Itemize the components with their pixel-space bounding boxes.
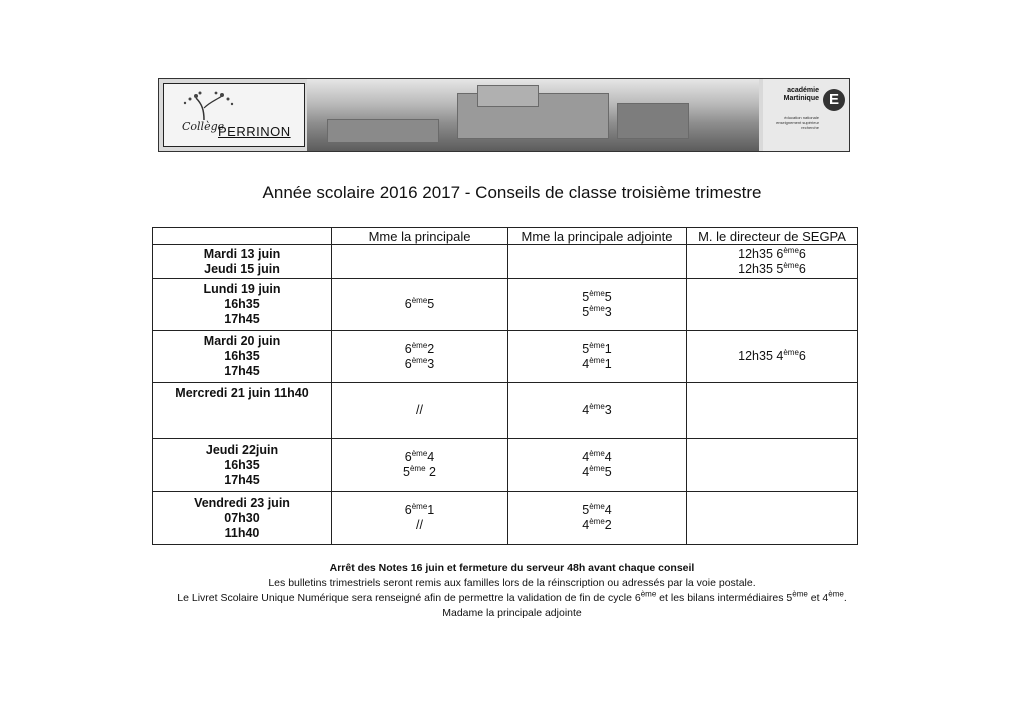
- table-row: [153, 245, 858, 279]
- header-principale: Mme la principale: [332, 228, 508, 245]
- row-date: Mardi 13 juin Jeudi 15 juin: [153, 245, 332, 279]
- table-row: [153, 492, 858, 545]
- footer-notes: [0, 561, 1024, 621]
- segpa-cell: [687, 383, 858, 439]
- class-entry: 6ème3: [404, 355, 435, 371]
- table-row: [153, 383, 858, 439]
- class-entry: 4ème5: [582, 463, 612, 479]
- adjointe-cell: [508, 331, 687, 383]
- principale-cell: [332, 439, 508, 492]
- segpa-cell: [687, 331, 858, 383]
- academy-subtitle: éducation nationale enseignement supérieur recherche: [776, 115, 819, 130]
- header-adjointe: Mme la principale adjointe: [508, 228, 687, 245]
- row-date: Mercredi 21 juin 11h40: [153, 383, 332, 439]
- logo-perrinon-text: PERRINON: [218, 124, 291, 139]
- class-entry: //: [416, 403, 423, 417]
- college-logo: [163, 83, 305, 147]
- principale-cell: [332, 279, 508, 331]
- class-entry: 5ème3: [582, 303, 612, 319]
- segpa-cell: [687, 279, 858, 331]
- tree-logo-icon: [176, 90, 236, 120]
- row-date: Vendredi 23 juin 07h30 11h40: [153, 492, 332, 545]
- academy-name: académie Martinique: [783, 87, 819, 102]
- adjointe-cell: [508, 439, 687, 492]
- adjointe-cell: [508, 492, 687, 545]
- marianne-icon: E: [823, 89, 845, 111]
- row-date: Jeudi 22juin 16h35 17h45: [153, 439, 332, 492]
- school-photo: [307, 79, 759, 151]
- class-entry: 5ème 2: [403, 463, 436, 479]
- class-entry: //: [416, 518, 423, 532]
- footer-signature: Madame la principale adjointe: [442, 607, 582, 619]
- adjointe-cell: [508, 245, 687, 279]
- header-banner: [158, 78, 850, 152]
- class-entry: 12h35 6ème6: [738, 245, 806, 261]
- class-entry: 6ème1: [404, 501, 435, 517]
- class-entry: 6ème4: [404, 448, 435, 464]
- table-row: [153, 439, 858, 492]
- table-row: [153, 331, 858, 383]
- row-date: Lundi 19 juin 16h35 17h45: [153, 279, 332, 331]
- academy-logo: [763, 79, 849, 151]
- principale-cell: [332, 245, 508, 279]
- page-title: Année scolaire 2016 2017 - Conseils de classe troisième trimestre: [262, 183, 762, 202]
- table-row: [153, 279, 858, 331]
- adjointe-cell: [508, 279, 687, 331]
- adjointe-cell: [508, 383, 687, 439]
- class-entry: 5ème1: [582, 340, 612, 356]
- row-date: Mardi 20 juin 16h35 17h45: [153, 331, 332, 383]
- class-entry: 5ème4: [582, 501, 612, 517]
- class-entry: 12h35 4ème6: [738, 347, 806, 363]
- table-header-row: [153, 228, 858, 245]
- principale-cell: [332, 331, 508, 383]
- class-entry: 4ème1: [582, 355, 612, 371]
- class-entry: 6ème2: [404, 340, 435, 356]
- footer-line-1: Arrêt des Notes 16 juin et fermeture du serveur 48h avant chaque conseil: [329, 562, 695, 574]
- principale-cell: [332, 492, 508, 545]
- footer-line-3: Le Livret Scolaire Unique Numérique sera renseigné afin de permettre la validation de fin de cycle 6ème et les bilans intermédiaires 5ème et 4ème.: [177, 589, 847, 604]
- segpa-cell: [687, 439, 858, 492]
- class-entry: 12h35 5ème6: [738, 260, 806, 276]
- footer-line-2: Les bulletins trimestriels seront remis aux familles lors de la réinscription ou adressés par la voie postale.: [268, 577, 756, 589]
- header-date: [153, 228, 332, 245]
- class-entry: 4ème2: [582, 516, 612, 532]
- principale-cell: [332, 383, 508, 439]
- logo-college-text: Collège: [182, 120, 225, 133]
- class-entry: 4ème4: [582, 448, 612, 464]
- class-entry: 5ème5: [582, 288, 612, 304]
- schedule-table: [152, 227, 858, 545]
- class-entry: 6ème5: [404, 295, 435, 311]
- segpa-cell: [687, 245, 858, 279]
- header-segpa: M. le directeur de SEGPA: [687, 228, 858, 245]
- class-entry: 4ème3: [582, 401, 612, 417]
- segpa-cell: [687, 492, 858, 545]
